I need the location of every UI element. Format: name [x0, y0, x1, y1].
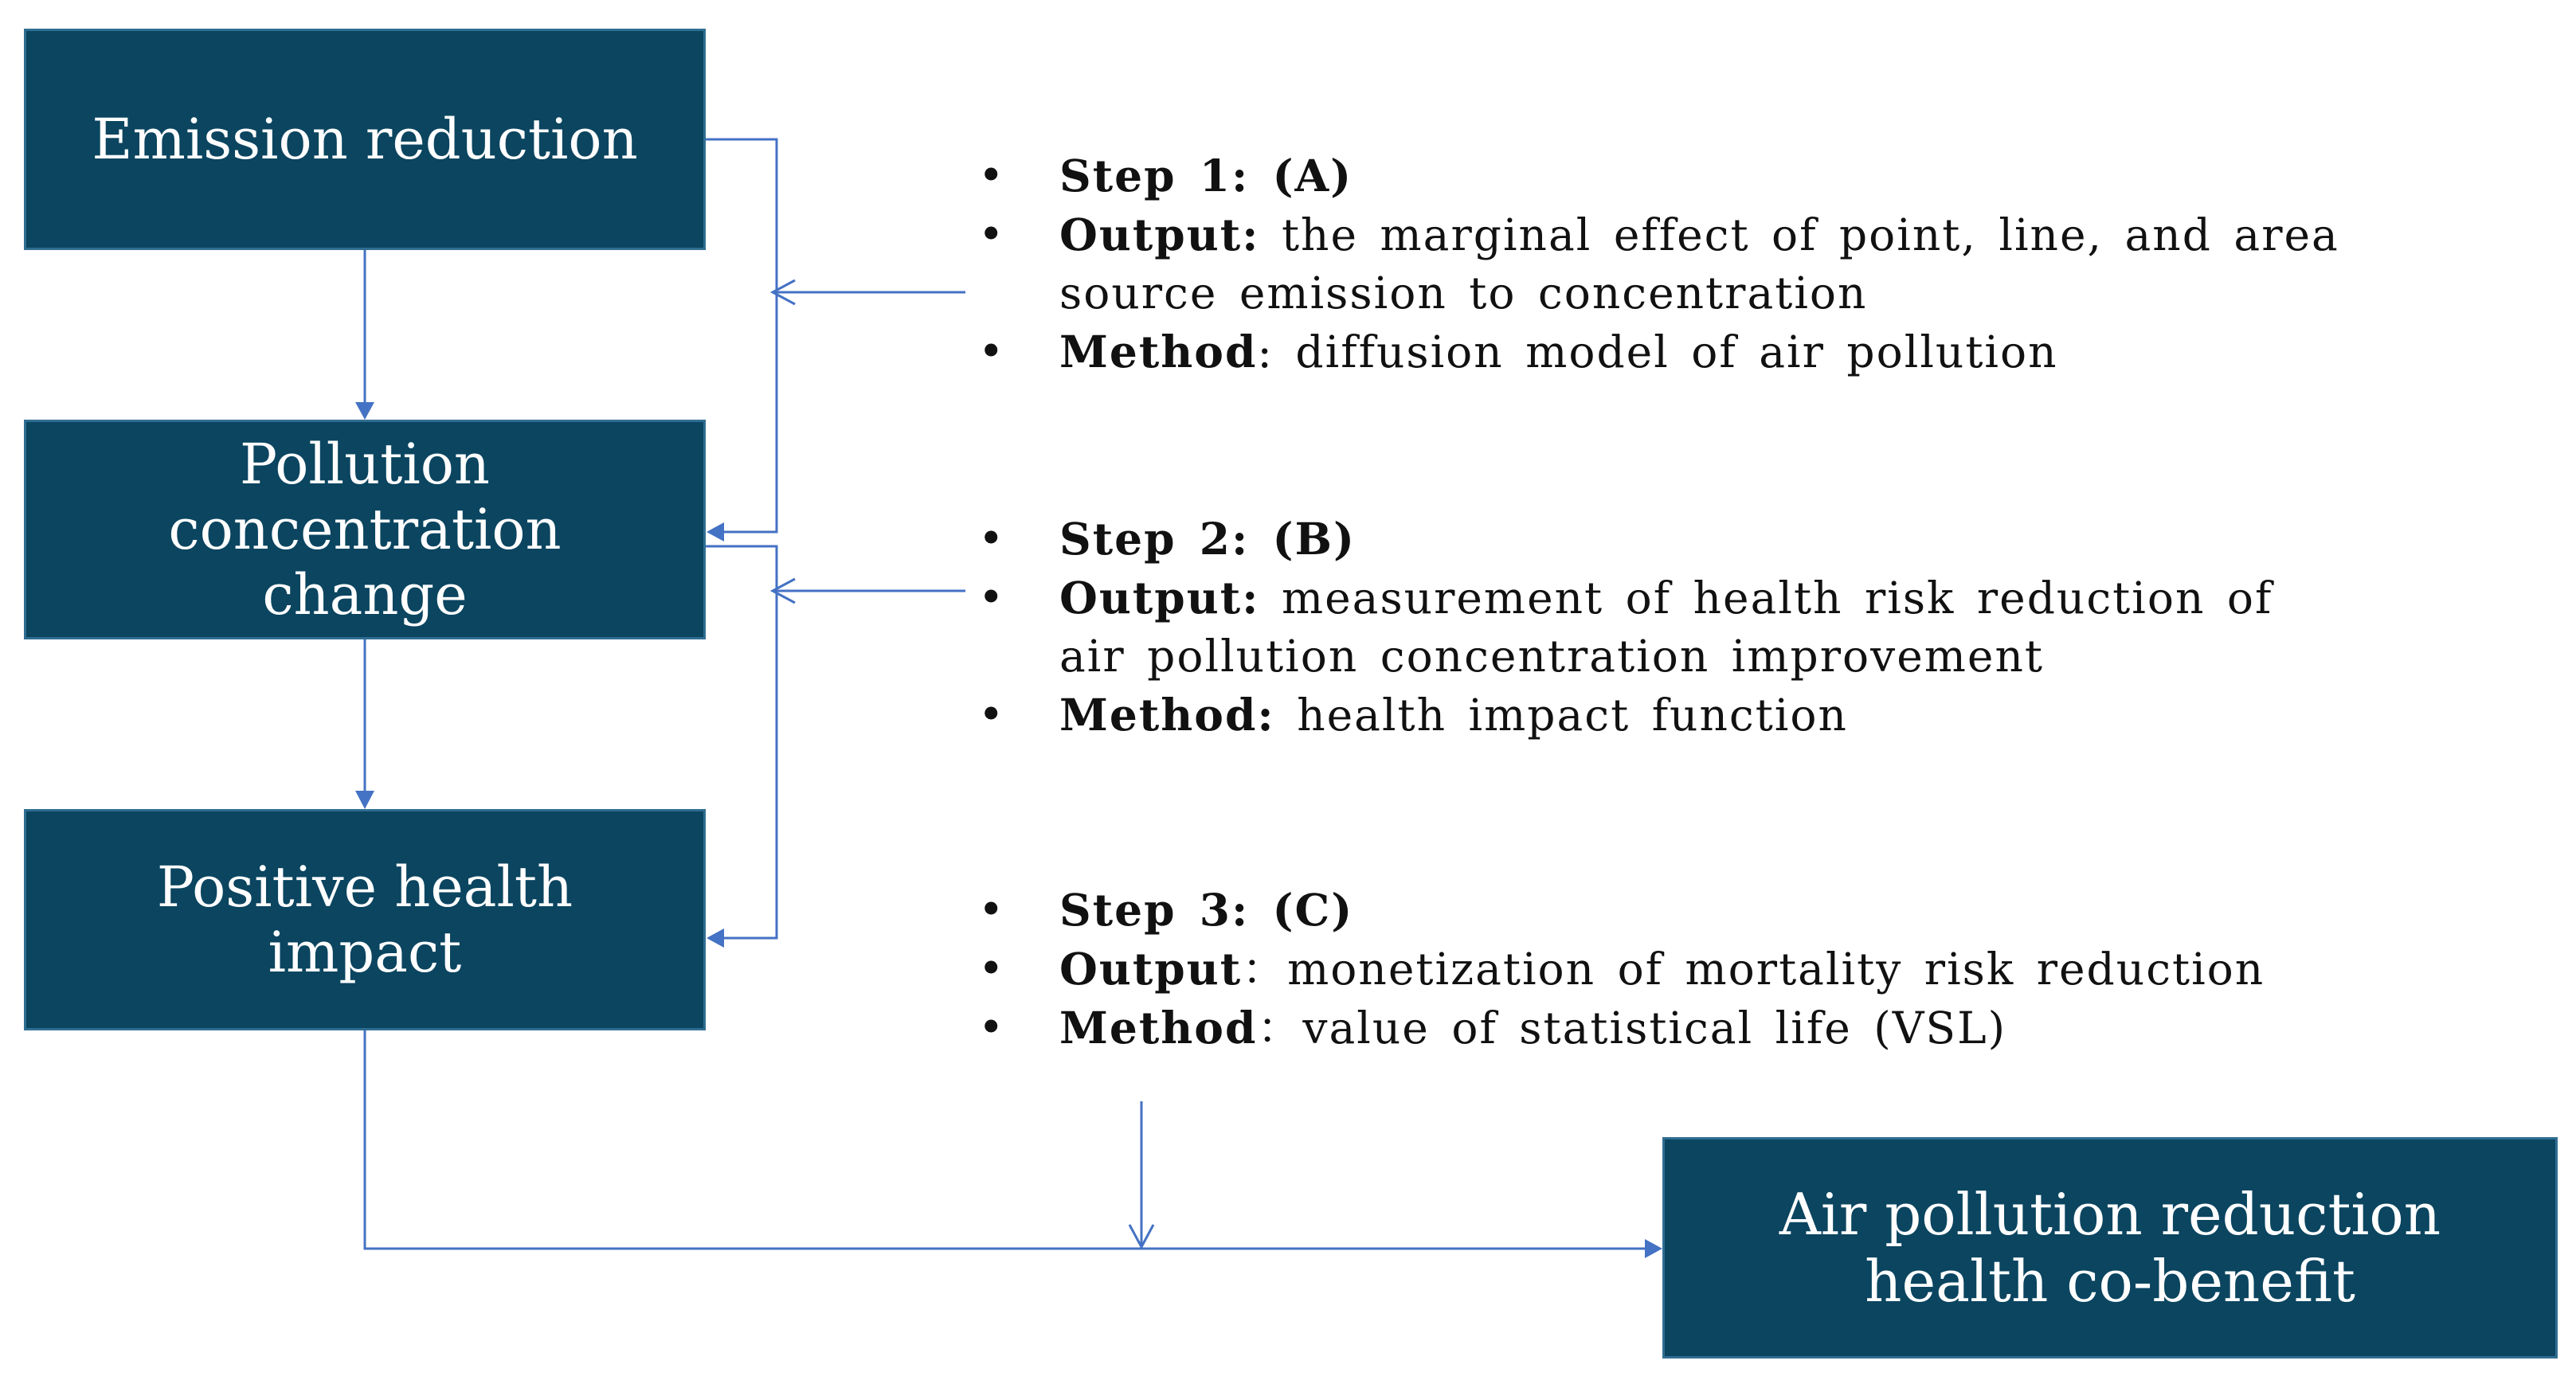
- step-3-method-label: Method: [1059, 1002, 1258, 1054]
- box-result-line-2: health co-benefit: [1865, 1248, 2355, 1315]
- step-1-output-text-2: source emission to concentration: [1059, 268, 1868, 319]
- bullet: •: [978, 689, 1006, 740]
- step-2-label: Step 2: (B): [1059, 513, 1356, 565]
- box-pollution-line-1: Pollution: [239, 432, 490, 497]
- box-pollution-line-3: change: [262, 562, 468, 627]
- step-1-label: Step 1: (A): [1059, 150, 1353, 201]
- step-2-output-label: Output:: [1059, 572, 1260, 624]
- bracket-pollution-to-health: [706, 546, 777, 948]
- step-3-label: Step 3: (C): [1059, 884, 1354, 936]
- step-3-block: [964, 881, 2549, 1057]
- bullet: •: [978, 150, 1006, 201]
- step-3-method-text: ：value of statistical life (VSL): [1257, 1003, 2007, 1054]
- arrow-step2-to-bracket: [773, 579, 965, 603]
- step-3-output-label: Output: [1059, 943, 1243, 995]
- step-2-title-item: [964, 510, 2549, 569]
- box-emission-reduction-text: Emission reduction: [92, 107, 638, 172]
- bullet: •: [978, 884, 1006, 935]
- arrow-step1-to-bracket: [773, 280, 965, 304]
- bullet: •: [978, 1002, 1006, 1053]
- box-result-line-1: Air pollution reduction: [1779, 1181, 2441, 1248]
- step-1-method-label: Method: [1059, 326, 1258, 377]
- bullet: •: [978, 513, 1006, 564]
- step-1-output-item: [964, 205, 2549, 323]
- step-1-title-item: [964, 147, 2549, 205]
- step-3-output-text-1: ：monetization of mortality risk reduction: [1242, 944, 2265, 995]
- arrow-health-to-co-benefit: [365, 1030, 1662, 1258]
- arrow-emission-to-pollution: [355, 250, 374, 420]
- box-health-line-2: impact: [268, 920, 462, 985]
- step-3-output-item: [964, 940, 2549, 999]
- bullet: •: [978, 572, 1006, 623]
- box-pollution-line-2: concentration: [168, 497, 562, 562]
- step-1-block: [964, 147, 2549, 381]
- arrow-pollution-to-health: [355, 639, 374, 809]
- bracket-emission-to-pollution: [706, 139, 777, 541]
- step-1-method-item: [964, 323, 2549, 381]
- bullet: •: [978, 326, 1006, 377]
- arrow-step3-down: [1129, 1101, 1153, 1247]
- bullet: •: [978, 943, 1006, 994]
- step-2-method-text: health impact function: [1274, 690, 1848, 741]
- bullet: •: [978, 209, 1006, 260]
- step-2-output-text-2: air pollution concentration improvement: [1059, 631, 2044, 682]
- step-3-title-item: [964, 881, 2549, 940]
- step-2-method-label: Method:: [1059, 689, 1275, 741]
- step-2-block: [964, 510, 2549, 745]
- step-2-output-item: [964, 569, 2549, 686]
- box-health-line-1: Positive health: [156, 854, 574, 920]
- step-1-output-text-1: the marginal effect of point, line, and area: [1259, 209, 2339, 260]
- step-1-method-text: : diffusion model of air pollution: [1257, 326, 2058, 377]
- step-2-method-item: [964, 686, 2549, 745]
- step-3-method-item: [964, 999, 2549, 1057]
- step-2-output-text-1: measurement of health risk reduction of: [1259, 573, 2273, 624]
- step-1-output-label: Output:: [1059, 209, 1260, 260]
